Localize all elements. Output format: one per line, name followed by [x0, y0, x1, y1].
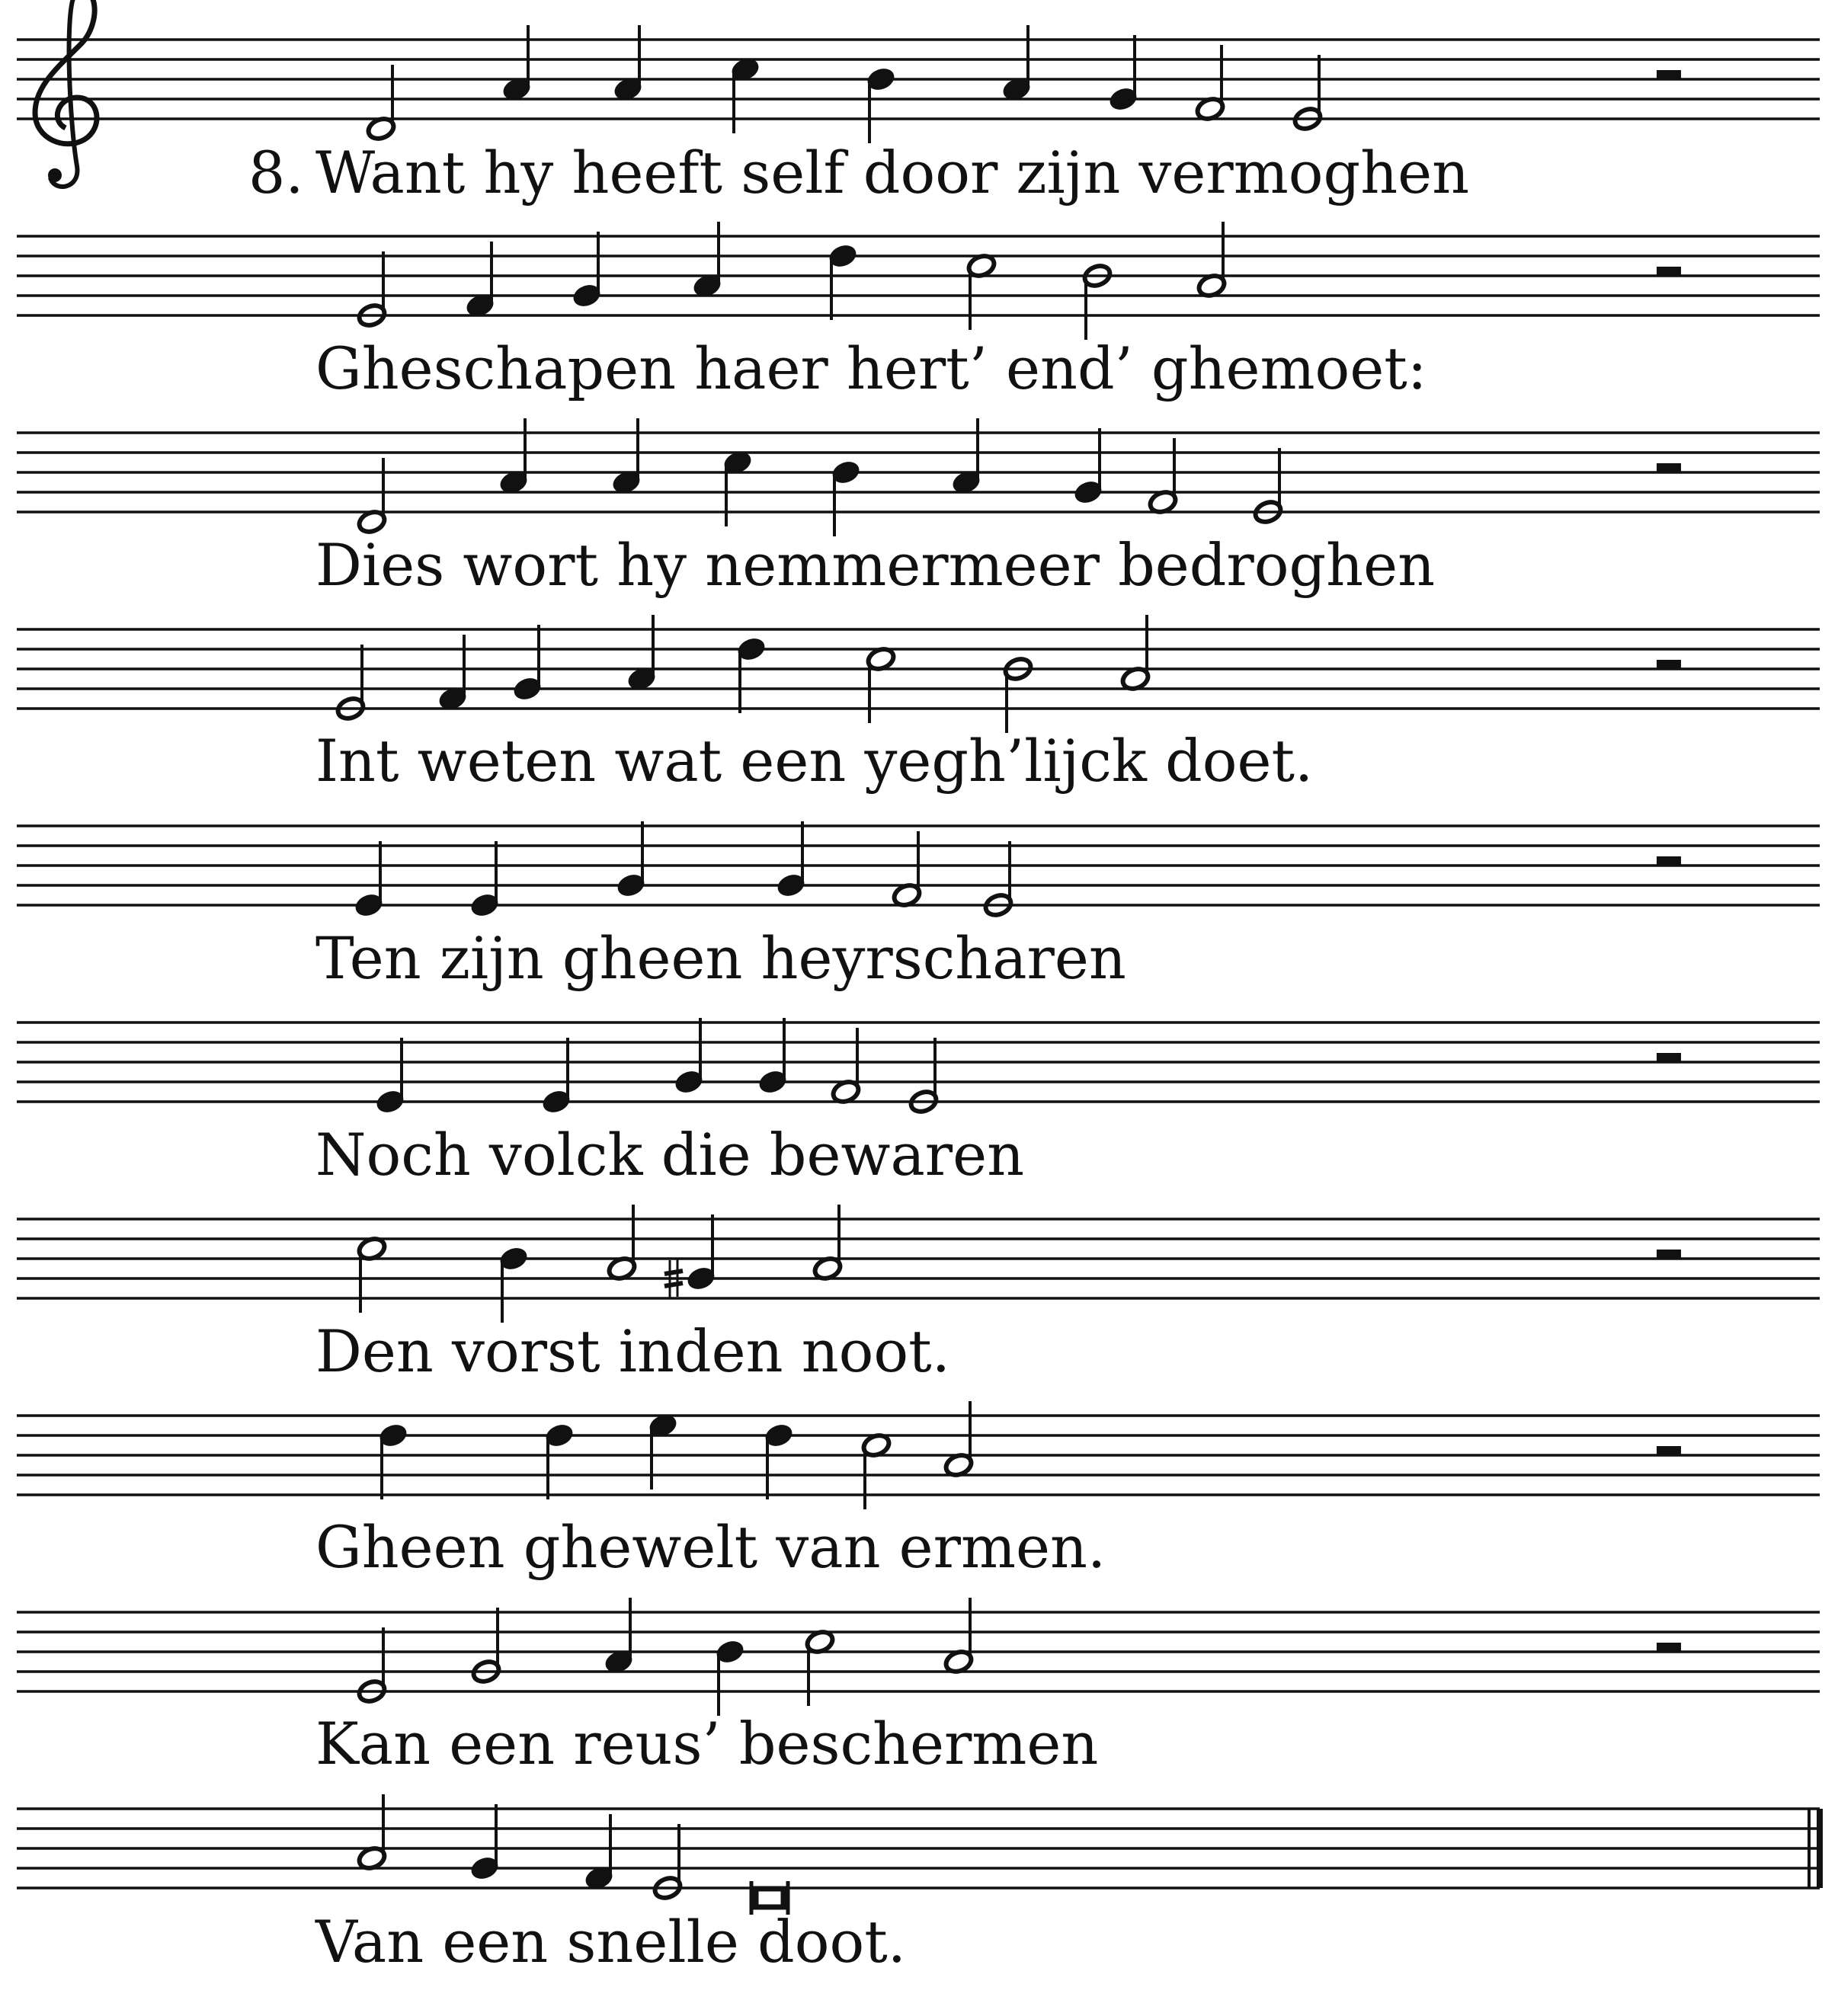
note — [357, 1627, 388, 1704]
lyric-line-5: Ten zijn gheen heyrscharen — [315, 924, 1126, 992]
note — [512, 625, 543, 702]
note — [1253, 448, 1284, 525]
note — [812, 1205, 844, 1282]
note — [357, 1794, 388, 1871]
lyric-line-3: Dies wort hy nemmermeer bedroghen — [315, 531, 1436, 599]
note — [1292, 55, 1324, 132]
note — [831, 1028, 862, 1105]
note — [471, 1608, 502, 1685]
note — [1108, 35, 1139, 112]
note — [613, 25, 644, 102]
note — [501, 25, 533, 102]
staff-3 — [17, 433, 1820, 512]
note — [730, 56, 761, 133]
half-rest-icon — [1657, 1053, 1681, 1062]
note — [1001, 25, 1033, 102]
note — [469, 841, 501, 918]
lyric-line-4: Int weten wat een yegh’lijck doet. — [315, 727, 1314, 795]
note — [866, 66, 897, 143]
note — [861, 1432, 892, 1509]
lyric-line-8: Gheen ghewelt van ermen. — [315, 1513, 1106, 1581]
staff-9 — [17, 1612, 1820, 1691]
note — [715, 1639, 746, 1716]
note — [828, 243, 859, 320]
note — [776, 821, 807, 898]
note — [357, 458, 388, 535]
note — [983, 841, 1014, 918]
note — [366, 65, 397, 142]
note — [943, 1598, 975, 1675]
note — [908, 1038, 940, 1115]
lyric-line-6: Noch volck die bewaren — [315, 1121, 1025, 1189]
note — [607, 1205, 638, 1282]
note — [866, 646, 897, 723]
note — [357, 251, 388, 328]
note — [722, 450, 754, 526]
note — [354, 841, 385, 918]
half-rest-icon — [1657, 660, 1681, 669]
note — [1120, 615, 1151, 692]
staff-7 — [17, 1219, 1820, 1298]
note — [1196, 222, 1228, 299]
verse-number: 8. — [248, 139, 304, 206]
note — [892, 831, 923, 908]
note — [626, 615, 658, 692]
note — [335, 645, 367, 722]
half-rest-icon — [1657, 463, 1681, 472]
note — [1082, 263, 1113, 340]
note — [357, 1236, 388, 1313]
treble-clef-icon — [35, 0, 97, 187]
note — [1148, 438, 1179, 515]
note — [943, 1401, 975, 1478]
note — [378, 1422, 409, 1499]
note — [648, 1413, 679, 1490]
lyric-line-1: Want hy heeft self door zijn vermoghen — [315, 139, 1470, 206]
staff-2 — [17, 236, 1820, 315]
lyric-line-7: Den vorst inden noot. — [315, 1317, 950, 1385]
note — [465, 242, 496, 318]
note — [541, 1038, 572, 1115]
note — [498, 1246, 530, 1323]
note — [616, 821, 647, 898]
note — [652, 1824, 684, 1901]
staff-10 — [17, 1809, 1820, 1888]
note — [664, 1214, 716, 1298]
note — [966, 253, 997, 330]
note — [951, 418, 982, 495]
note — [1195, 45, 1226, 122]
half-rest-icon — [1657, 267, 1681, 276]
staff-6 — [17, 1022, 1820, 1102]
note — [736, 636, 767, 713]
note — [1003, 656, 1034, 733]
note — [757, 1018, 789, 1095]
staff-4 — [17, 629, 1820, 709]
half-rest-icon — [1657, 1446, 1681, 1455]
note — [611, 418, 642, 495]
staff-1 — [17, 40, 1820, 119]
note — [437, 635, 469, 712]
lyric-line-2: Gheschapen haer hert’ end’ ghemoet: — [315, 334, 1427, 402]
note — [692, 222, 723, 299]
note — [805, 1629, 836, 1706]
note — [674, 1018, 705, 1095]
note — [584, 1814, 615, 1891]
note — [764, 1422, 795, 1499]
staff-8 — [17, 1416, 1820, 1495]
lyric-line-9: Kan een reus’ beschermen — [315, 1710, 1099, 1778]
note — [469, 1804, 501, 1881]
note — [1073, 428, 1104, 505]
note — [375, 1038, 406, 1115]
note — [498, 418, 530, 495]
half-rest-icon — [1657, 1250, 1681, 1259]
note — [544, 1422, 575, 1499]
note — [604, 1598, 635, 1675]
note — [831, 459, 862, 536]
half-rest-icon — [1657, 70, 1681, 79]
half-rest-icon — [1657, 1643, 1681, 1652]
note — [572, 232, 603, 309]
half-rest-icon — [1657, 856, 1681, 866]
lyric-line-10: Van een snelle doot. — [315, 1908, 906, 1976]
